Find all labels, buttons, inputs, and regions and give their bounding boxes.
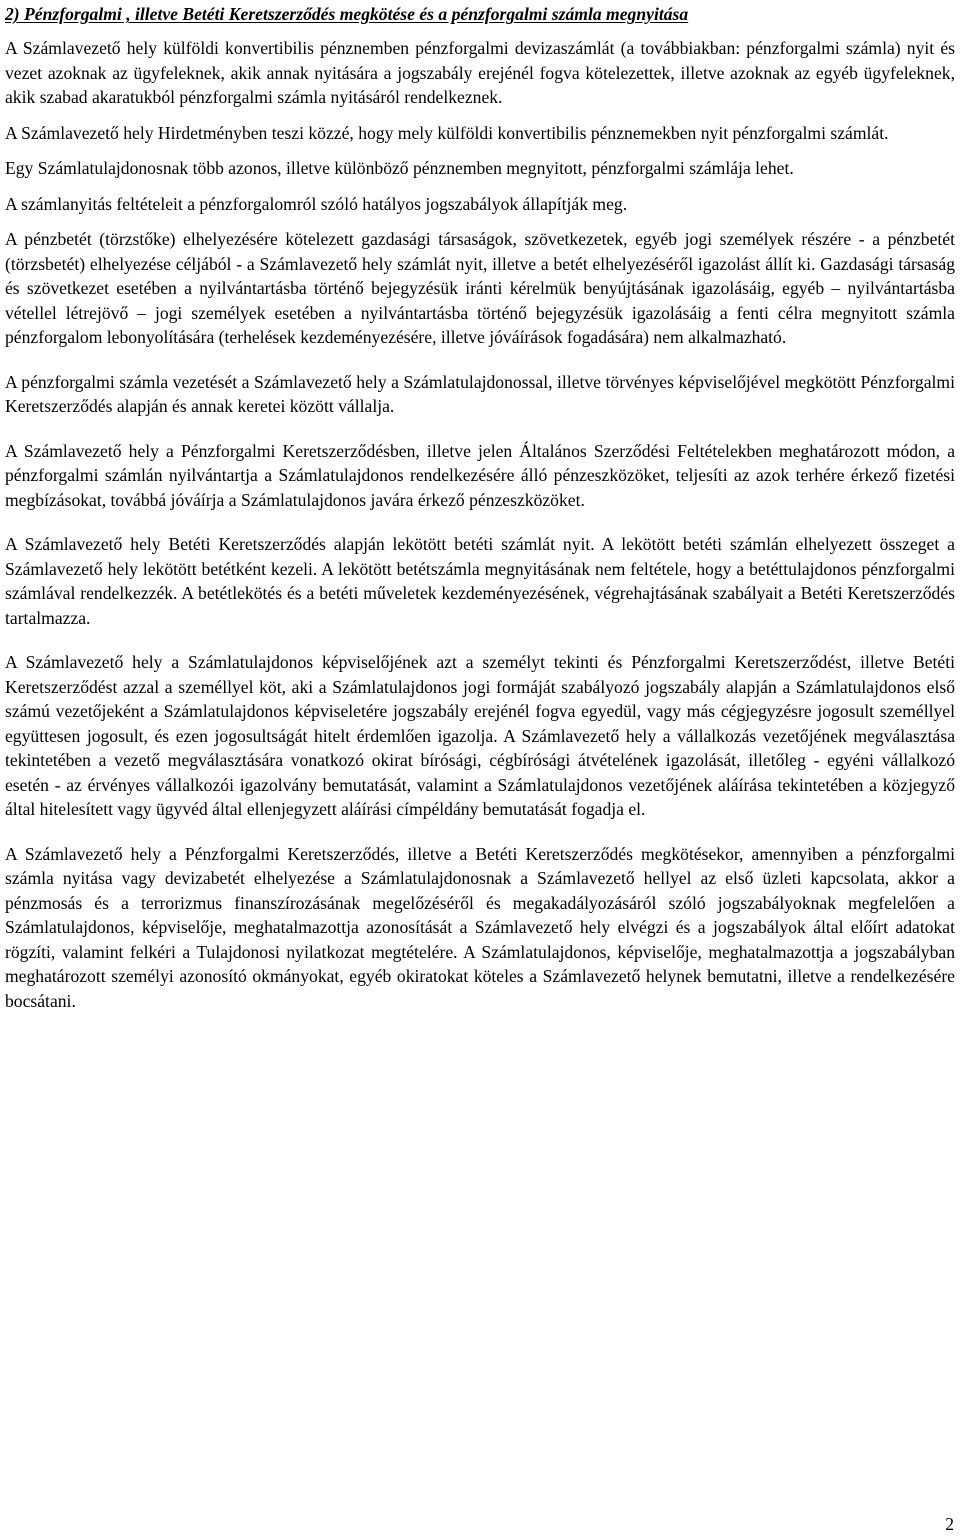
section-heading: 2) Pénzforgalmi , illetve Betéti Keretszerződés megkötése és a pénzforgalmi számla megnyitása xyxy=(5,4,689,24)
page-number: 2 xyxy=(945,1514,954,1534)
paragraph-account-management: A pénzforgalmi számla vezetését a Számlavezető hely a Számlatulajdonossal, illetve törvényes képviselőjével megkötött Pénzforgalmi Keretszerződés alapján és annak keretei között vállalja. xyxy=(5,371,955,416)
paragraph-identification: A Számlavezető hely a Pénzforgalmi Keretszerződés, illetve a Betéti Keretszerződés megkötésekor, amennyiben a pénzforgalmi számla nyitása vagy devizabetét elhelyezése a Számlatulajdonosnak a Számlavezető hellyel az első üzleti kapcsolata, akkor a pénzmosás és a terrorizmus finanszírozásának megelőzéséről és megakadályozásáról szóló jogszabályoknak megfelelően a Számlatulajdonos, képviselője, meghatalmazottja azonosítását a Számlavezető hely elvégzi és a jogszabályok által előírt adatokat rögzíti, valamint felkéri a Tulajdonosi nyilatkozat megtételére. A Számlatulajdonos, képviselője, meghatalmazottja a jogszabályban meghatározott személyi azonosító okmányokat, egyéb okiratokat köteles a Számlavezető helynek bemutatni, illetve a rendelkezésére bocsátani. xyxy=(5,843,955,1011)
document-page xyxy=(5,0,955,1013)
paragraph-representative: A Számlavezető hely a Számlatulajdonos képviselőjének azt a személyt tekinti és Pénzforgalmi Keretszerződést, illetve Betéti Keretszerződést azzal a személlyel köt, aki a Számlatulajdonos jogi formáját szabályozó jogszabály alapján a Számlatulajdonos első számú vezetőjeként a Számlatulajdonos képviseletére jogszabály erejénél fogva egyedül, vagy más cégjegyzésre jogosult személlyel együttesen jogosult, és ezen jogosultságát hitelt érdemlően igazolja. A Számlavezető hely a vállalkozás vezetőjének megválasztása tekintetében a vezető megválasztására vonatkozó okirat bírósági, cégbírósági átvételének igazolását, illetőleg - egyéni vállalkozó esetén - az érvényes vállalkozói igazolvány bemutatását, valamint a Számlatulajdonos vezetőjének aláírása tekintetében a közjegyző által hitelesített vagy ügyvéd által ellenjegyzett aláírási címpéldány bemutatását fogadja el. xyxy=(5,652,955,819)
paragraph-account-opening: A Számlavezető hely külföldi konvertibilis pénznemben pénzforgalmi devizaszámlát (a továbbiakban: pénzforgalmi számla) nyit és vezet azoknak az ügyfeleknek, akik annak nyitására a jogszabály erejénél fogva kötelezettek, illetve azoknak az egyéb ügyfeleknek, akik szabad akaratukból pénzforgalmi számla nyitásáról rendelkeznek. xyxy=(5,38,955,107)
paragraph-fixed-deposit: A Számlavezető hely Betéti Keretszerződés alapján lekötött betéti számlát nyit. A lekötött betéti számlán elhelyezett összeget a Számlavezető hely lekötött betétként kezeli. A lekötött betétszámla megnyitásának nem feltétele, hogy a betéttulajdonos pénzforgalmi számlával rendelkezzék. A betétlekötés és a betéti műveletek kezdeményezésének, végrehajtásának szabályait a Betéti Keretszerződés tartalmazza. xyxy=(5,534,955,628)
paragraph-capital-deposit: A pénzbetét (törzstőke) elhelyezésére kötelezett gazdasági társaságok, szövetkezetek, egyéb jogi személyek részére - a pénzbetét (törzsbetét) elhelyezése céljából - a Számlavezető hely számlát nyit, illetve a betét elhelyezéséről igazolást állít ki. Gazdasági társaság és szövetkezet esetében a nyilvántartásba történő bejegyzésük iránti kérelmük benyújtásának igazolásáig, egyéb – nyilvántartásba vétellel létrejövő – jogi személyek esetében a nyilvántartásba történő bejegyzésük igazolásáig a fenti célra megnyitott számla pénzforgalom lebonyolítására (terhelések kezdeményezésére, illetve jóváírások fogadására) nem alkalmazható. xyxy=(5,229,955,347)
paragraph-funds-registry: A Számlavezető hely a Pénzforgalmi Keretszerződésben, illetve jelen Általános Szerződési Feltételekben meghatározott módon, a pénzforgalmi számlán nyilvántartja a Számlatulajdonos rendelkezésére álló pénzeszközöket, teljesíti az azok terhére érkező fizetési megbízásokat, továbbá jóváírja a Számlatulajdonos javára érkező pénzeszközöket. xyxy=(5,440,955,510)
paragraph-multiple-accounts: Egy Számlatulajdonosnak több azonos, illetve különböző pénznemben megnyitott, pénzforgalmi számlája lehet. xyxy=(5,158,794,178)
paragraph-conditions: A számlanyitás feltételeit a pénzforgalomról szóló hatályos jogszabályok állapítják meg. xyxy=(5,193,628,214)
paragraph-announcement: A Számlavezető hely Hirdetményben teszi közzé, hogy mely külföldi konvertibilis pénznemekben nyit pénzforgalmi számlát. xyxy=(5,122,889,143)
